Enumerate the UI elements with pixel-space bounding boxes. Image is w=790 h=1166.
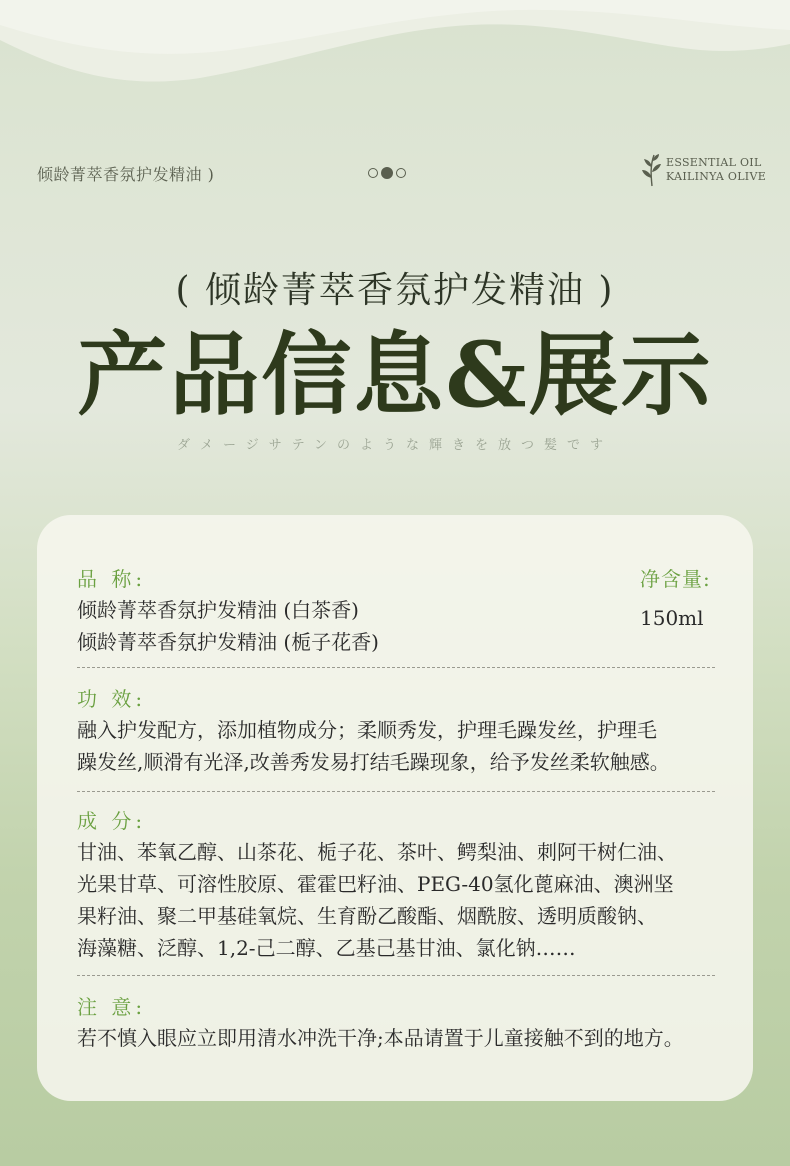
divider xyxy=(77,975,715,976)
brand-logo xyxy=(638,152,766,188)
name-line: 倾龄菁萃香氛护发精油 (白茶香) xyxy=(77,598,359,622)
logo-line-1: ESSENTIAL OIL xyxy=(666,156,762,169)
product-info-card xyxy=(37,515,753,1101)
ingredients-section xyxy=(77,805,713,964)
effect-label: 功 效: xyxy=(77,687,147,711)
effect-section xyxy=(77,683,713,778)
hero-subtitle: ( 倾龄菁萃香氛护发精油 ) xyxy=(175,270,615,311)
ingredients-line: 甘油、苯氧乙醇、山茶花、栀子花、茶叶、鳄梨油、刺阿干树仁油、 xyxy=(77,840,677,864)
ingredients-label: 成 分: xyxy=(77,809,147,833)
net-content xyxy=(640,563,711,630)
name-line: 倾龄菁萃香氛护发精油 (栀子花香) xyxy=(77,630,379,654)
japanese-tagline: ダメージサテンのような輝きを放つ髪です xyxy=(176,438,614,453)
effect-line: 躁发丝,顺滑有光泽,改善秀发易打结毛躁现象，给予发丝柔软触感。 xyxy=(77,750,670,774)
page-title: 产品信息&展示 xyxy=(77,322,713,428)
effect-line: 融入护发配方，添加植物成分；柔顺秀发，护理毛躁发丝，护理毛 xyxy=(77,718,657,742)
carousel-dot[interactable] xyxy=(396,168,406,178)
ingredients-line: 光果甘草、可溶性胶原、霍霍巴籽油、PEG-40氢化蓖麻油、澳洲坚 xyxy=(77,872,674,896)
net-label: 净含量: xyxy=(640,567,711,591)
carousel-dots xyxy=(368,168,406,179)
notice-text: 若不慎入眼应立即用清水冲洗干净;本品请置于儿童接触不到的地方。 xyxy=(77,1026,684,1050)
divider xyxy=(77,667,715,668)
name-label: 品 称: xyxy=(77,567,147,591)
carousel-dot[interactable] xyxy=(368,168,378,178)
net-value: 150ml xyxy=(640,606,704,630)
name-section xyxy=(77,563,713,658)
divider xyxy=(77,791,715,792)
ingredients-line: 果籽油、聚二甲基硅氧烷、生育酚乙酸酯、烟酰胺、透明质酸钠、 xyxy=(77,904,657,928)
ingredients-line: 海藻糖、泛醇、1,2-己二醇、乙基己基甘油、氯化钠…… xyxy=(77,936,576,960)
background-wave xyxy=(0,0,790,140)
notice-label: 注 意: xyxy=(77,995,147,1019)
notice-section xyxy=(77,991,713,1054)
product-tag: 倾龄菁萃香氛护发精油 ) xyxy=(37,165,215,184)
logo-line-2: KAILINYA OLIVE xyxy=(666,170,767,183)
carousel-dot-active[interactable] xyxy=(381,167,393,179)
leaf-branch-icon xyxy=(638,152,666,188)
